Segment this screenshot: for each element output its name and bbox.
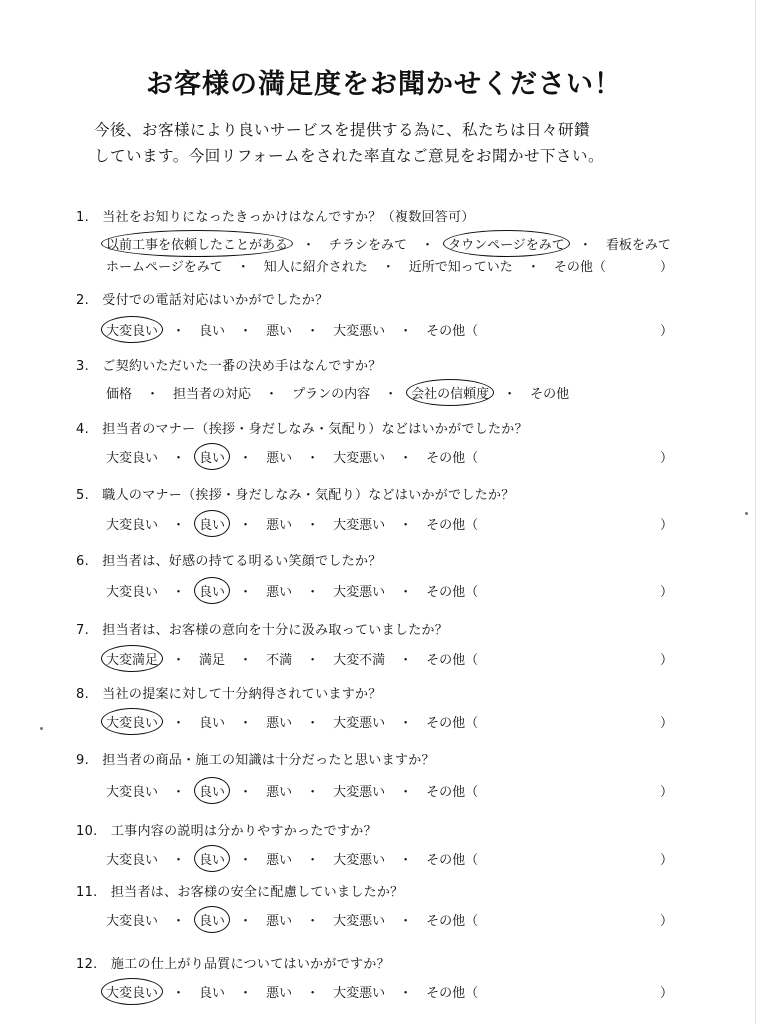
options-row	[106, 514, 478, 533]
answer-option[interactable]: 大変悪い	[333, 986, 386, 1001]
option-separator: ・	[239, 914, 253, 929]
answer-option[interactable]: 大変良い	[106, 585, 159, 600]
option-separator: ・	[399, 785, 413, 800]
question-text: 10. 工事内容の説明は分かりやすかったですか？	[76, 824, 377, 839]
option-separator: ・	[239, 451, 253, 466]
question-text: 9. 担当者の商品・施工の知識は十分だったと思いますか？	[76, 753, 435, 768]
option-separator: ・	[399, 451, 413, 466]
option-separator: ・	[306, 785, 320, 800]
option-separator: ・	[399, 914, 413, 929]
options-row	[106, 234, 671, 253]
hand-drawn-circle-mark	[101, 645, 163, 672]
answer-option[interactable]: 大変悪い	[333, 785, 386, 800]
other-close-paren: ）	[660, 853, 674, 868]
intro-text	[94, 117, 694, 169]
option-separator: ・	[172, 853, 186, 868]
intro-line: しています。今回リフォームをされた率直なご意見をお聞かせ下さい。	[94, 147, 604, 165]
option-separator: ・	[239, 653, 253, 668]
option-separator: ・	[306, 585, 320, 600]
hand-drawn-circle-mark	[443, 230, 570, 257]
hand-drawn-circle-mark	[101, 230, 293, 257]
option-separator: ・	[239, 785, 253, 800]
option-separator: ・	[146, 387, 160, 402]
answer-option[interactable]: 大変悪い	[333, 716, 386, 731]
answer-option[interactable]: プランの内容	[292, 387, 371, 402]
options-row	[106, 649, 478, 668]
question-text: 12. 施工の仕上がり品質についてはいかがですか？	[76, 957, 390, 972]
answer-option[interactable]: その他（	[426, 785, 479, 800]
question-text: 8. 当社の提案に対して十分納得されていますか？	[76, 687, 382, 702]
option-separator: ・	[239, 585, 253, 600]
hand-drawn-circle-mark	[194, 577, 230, 604]
answer-option[interactable]: 悪い	[266, 518, 293, 533]
option-separator: ・	[399, 853, 413, 868]
answer-option[interactable]: 近所で知っていた	[408, 260, 513, 275]
options-row	[106, 320, 478, 339]
hand-drawn-circle-mark	[406, 379, 494, 406]
answer-option[interactable]: 良い	[199, 514, 225, 533]
option-separator: ・	[306, 853, 320, 868]
hand-drawn-circle-mark	[194, 777, 230, 804]
hand-drawn-circle-mark	[101, 978, 163, 1005]
option-separator: ・	[172, 653, 186, 668]
other-close-paren: ）	[660, 785, 674, 800]
option-separator: ・	[399, 324, 413, 339]
hand-drawn-circle-mark	[194, 906, 230, 933]
option-separator: ・	[239, 853, 253, 868]
other-close-paren: ）	[660, 324, 674, 339]
page-edge	[755, 0, 756, 1024]
answer-option[interactable]: 大変良い	[106, 712, 158, 731]
question-text: 2. 受付での電話対応はいかがでしたか？	[76, 293, 329, 308]
option-separator: ・	[172, 324, 186, 339]
option-separator: ・	[306, 324, 320, 339]
other-close-paren: ）	[660, 451, 674, 466]
answer-option[interactable]: 良い	[199, 781, 225, 800]
option-separator: ・	[172, 716, 186, 731]
answer-option[interactable]: その他（	[426, 853, 479, 868]
answer-option[interactable]: その他（	[426, 585, 479, 600]
answer-option[interactable]: 大変良い	[106, 451, 159, 466]
answer-option[interactable]: ホームページをみて	[106, 260, 223, 275]
answer-option[interactable]: 大変悪い	[333, 451, 386, 466]
scan-speck	[745, 512, 748, 515]
answer-option[interactable]: 以前工事を依頼したことがある	[106, 234, 288, 253]
answer-option[interactable]: 大変悪い	[333, 585, 386, 600]
option-separator: ・	[306, 716, 320, 731]
option-separator: ・	[399, 716, 413, 731]
answer-option[interactable]: タウンページをみて	[448, 234, 565, 253]
option-separator: ・	[172, 986, 186, 1001]
other-close-paren: ）	[660, 518, 674, 533]
option-separator: ・	[239, 518, 253, 533]
answer-option[interactable]: 大変悪い	[333, 914, 386, 929]
options-row	[106, 383, 569, 402]
option-separator: ・	[421, 238, 435, 253]
intro-line: 今後、お客様により良いサービスを提供する為に、私たちは日々研鑽	[94, 121, 591, 139]
answer-option[interactable]: チラシをみて	[329, 238, 408, 253]
options-row	[106, 256, 606, 275]
answer-option[interactable]: 大変良い	[106, 518, 159, 533]
option-separator: ・	[239, 986, 253, 1001]
hand-drawn-circle-mark	[101, 316, 163, 343]
options-row	[106, 910, 478, 929]
option-separator: ・	[306, 653, 320, 668]
answer-option[interactable]: 担当者の対応	[173, 387, 252, 402]
other-close-paren: ）	[660, 914, 674, 929]
answer-option[interactable]: 知人に紹介された	[263, 260, 368, 275]
options-row	[106, 712, 478, 731]
answer-option[interactable]: 大変悪い	[333, 518, 386, 533]
answer-option[interactable]: その他（	[426, 324, 479, 339]
option-separator: ・	[306, 518, 320, 533]
option-separator: ・	[172, 785, 186, 800]
answer-option[interactable]: その他	[530, 387, 570, 402]
option-separator: ・	[265, 387, 279, 402]
answer-option[interactable]: 大変良い	[106, 914, 159, 929]
answer-option[interactable]: 会社の信頼度	[411, 383, 489, 402]
answer-option[interactable]: 看板をみて	[605, 238, 671, 253]
answer-option[interactable]: 大変不満	[333, 653, 386, 668]
answer-option[interactable]: 良い	[199, 581, 225, 600]
option-separator: ・	[399, 585, 413, 600]
answer-option[interactable]: 大変良い	[106, 785, 159, 800]
option-separator: ・	[399, 986, 413, 1001]
option-separator: ・	[239, 324, 253, 339]
hand-drawn-circle-mark	[194, 510, 230, 537]
answer-option[interactable]: 良い	[199, 447, 225, 466]
option-separator: ・	[306, 914, 320, 929]
answer-option[interactable]: 良い	[199, 910, 225, 929]
option-separator: ・	[578, 238, 592, 253]
answer-option[interactable]: 大変良い	[106, 320, 158, 339]
answer-option[interactable]: 悪い	[266, 785, 293, 800]
option-separator: ・	[172, 518, 186, 533]
option-separator: ・	[172, 585, 186, 600]
option-separator: ・	[172, 451, 186, 466]
hand-drawn-circle-mark	[194, 443, 230, 470]
hand-drawn-circle-mark	[194, 845, 230, 872]
options-row	[106, 447, 478, 466]
answer-option[interactable]: 良い	[199, 324, 226, 339]
answer-option[interactable]: その他（	[426, 716, 479, 731]
option-separator: ・	[236, 260, 250, 275]
question-text: 11. 担当者は、お客様の安全に配慮していましたか？	[76, 885, 404, 900]
answer-option[interactable]: 悪い	[266, 716, 293, 731]
answer-option[interactable]: 満足	[199, 653, 226, 668]
question-text: 1. 当社をお知りになったきっかけはなんですか？（複数回答可）	[76, 210, 475, 225]
options-row	[106, 982, 478, 1001]
answer-option[interactable]: その他（	[426, 914, 479, 929]
question-text: 4. 担当者のマナー（挨拶・身だしなみ・気配り）などはいかがでしたか？	[76, 422, 528, 437]
option-separator: ・	[381, 260, 395, 275]
answer-option[interactable]: 悪い	[266, 986, 293, 1001]
answer-option[interactable]: 良い	[199, 849, 225, 868]
page-title: お客様の満足度をお聞かせください！	[146, 69, 622, 100]
other-close-paren: ）	[660, 260, 674, 275]
scan-speck	[40, 727, 43, 730]
option-separator: ・	[172, 914, 186, 929]
option-separator: ・	[526, 260, 540, 275]
option-separator: ・	[399, 518, 413, 533]
answer-option[interactable]: 大変良い	[106, 853, 159, 868]
option-separator: ・	[239, 716, 253, 731]
answer-option[interactable]: 大変満足	[106, 649, 158, 668]
option-separator: ・	[306, 986, 320, 1001]
answer-option[interactable]: 悪い	[266, 324, 293, 339]
answer-option[interactable]: 不満	[266, 653, 293, 668]
option-separator: ・	[384, 387, 398, 402]
answer-option[interactable]: 大変悪い	[333, 853, 386, 868]
other-close-paren: ）	[660, 585, 674, 600]
option-separator: ・	[306, 451, 320, 466]
question-text: 7. 担当者は、お客様の意向を十分に汲み取っていましたか？	[76, 623, 449, 638]
answer-option[interactable]: その他（	[426, 451, 479, 466]
options-row	[106, 781, 478, 800]
answer-option[interactable]: その他（	[426, 518, 479, 533]
other-close-paren: ）	[660, 716, 674, 731]
answer-option[interactable]: その他（	[426, 986, 479, 1001]
answer-option[interactable]: 良い	[199, 716, 226, 731]
answer-option[interactable]: 悪い	[266, 585, 293, 600]
answer-option[interactable]: 大変悪い	[333, 324, 386, 339]
answer-option[interactable]: 価格	[106, 387, 133, 402]
hand-drawn-circle-mark	[101, 708, 163, 735]
options-row	[106, 581, 478, 600]
options-row	[106, 849, 478, 868]
answer-option[interactable]: その他（	[426, 653, 479, 668]
other-close-paren: ）	[660, 986, 674, 1001]
option-separator: ・	[503, 387, 517, 402]
question-text: 6. 担当者は、好感の持てる明るい笑顔でしたか？	[76, 554, 382, 569]
answer-option[interactable]: 悪い	[266, 914, 293, 929]
option-separator: ・	[399, 653, 413, 668]
answer-option[interactable]: 悪い	[266, 451, 293, 466]
answer-option[interactable]: 悪い	[266, 853, 293, 868]
answer-option[interactable]: その他（	[553, 260, 606, 275]
option-separator: ・	[302, 238, 316, 253]
answer-option[interactable]: 大変良い	[106, 982, 158, 1001]
question-text: 5. 職人のマナー（挨拶・身だしなみ・気配り）などはいかがでしたか？	[76, 488, 515, 503]
other-close-paren: ）	[660, 653, 674, 668]
question-text: 3. ご契約いただいた一番の決め手はなんですか？	[76, 359, 382, 374]
answer-option[interactable]: 良い	[199, 986, 226, 1001]
